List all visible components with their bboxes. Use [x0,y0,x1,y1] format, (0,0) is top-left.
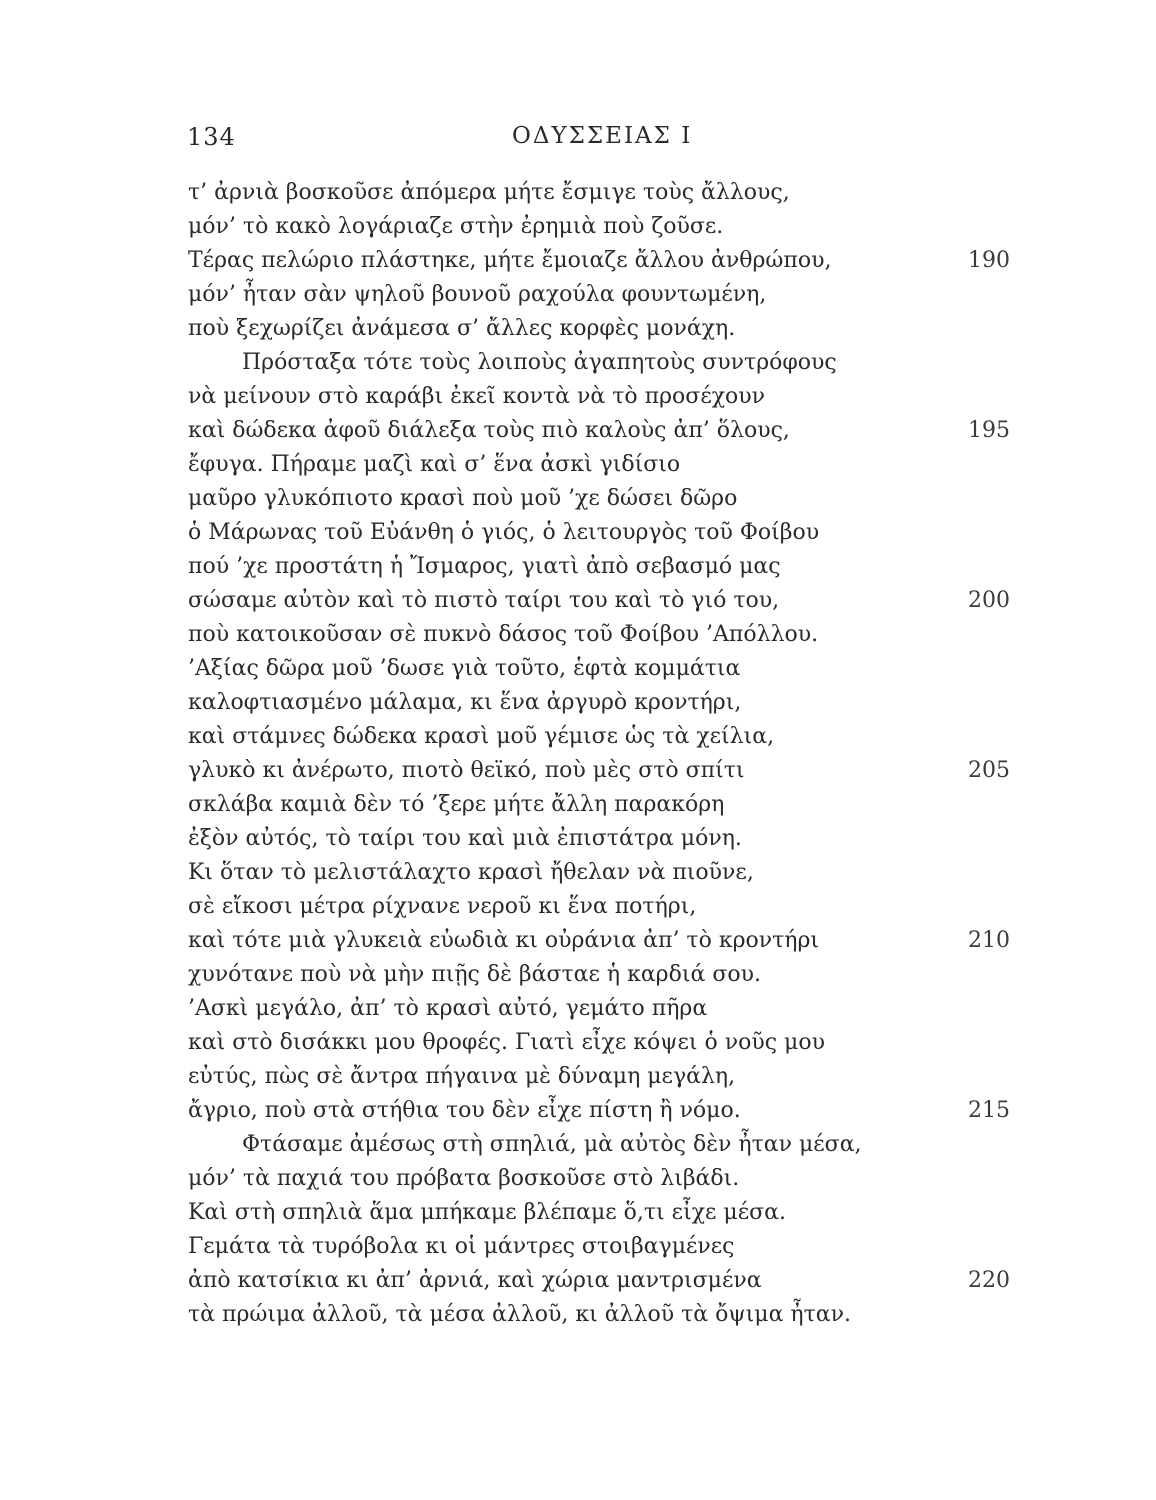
verse-text: ἄγριο, ποὺ στὰ στήθια του δὲν εἶχε πίστη ἢ νόμο. [188,1098,741,1123]
verse-number: 190 [968,248,1010,273]
verse-line [188,312,1018,346]
verse-line [188,652,1018,686]
verse-text: μαῦρο γλυκόπιοτο κρασὶ ποὺ μοῦ ’χε δώσει δῶρο [188,486,738,511]
verse-line [188,1264,1018,1298]
verse-text: τὰ πρώιμα ἀλλοῦ, τὰ μέσα ἀλλοῦ, κι ἀλλοῦ τὰ ὄψιμα ἦταν. [188,1302,851,1327]
verse-text: σκλάβα καμιὰ δὲν τό ’ξερε μήτε ἄλλη παρακόρη [188,792,725,817]
verse-text: γλυκὸ κι ἀνέρωτο, πιοτὸ θεϊκό, ποὺ μὲς στὸ σπίτι [188,758,745,783]
verse-number: 205 [968,758,1010,783]
verse-line [188,788,1018,822]
verse-line [188,618,1018,652]
verse-text: ὁ Μάρωνας τοῦ Εὐάνθη ὁ γιός, ὁ λειτουργὸς τοῦ Φοίβου [188,520,820,545]
verse-text: σὲ εἴκοσι μέτρα ρίχνανε νεροῦ κι ἕνα ποτήρι, [188,894,697,919]
verse-text: ’Ασκὶ μεγάλο, ἀπ’ τὸ κρασὶ αὐτό, γεμάτο πῆρα [188,996,708,1021]
verse-line [188,244,1018,278]
verse-line [188,346,1018,380]
running-title: ΟΔΥΣΣΕΙΑΣ Ι [512,123,693,149]
verse-text: Πρόσταξα τότε τοὺς λοιποὺς ἀγαπητοὺς συντρόφους [242,350,837,375]
verse-text: καὶ τότε μιὰ γλυκειὰ εὐωδιὰ κι οὐράνια ἀπ’ τὸ κροντήρι [188,928,820,953]
verse-line [188,210,1018,244]
verse-text: μόν’ τὰ παχιά του πρόβατα βοσκοῦσε στὸ λιβάδι. [188,1166,740,1191]
verse-line [188,924,1018,958]
verse-text: ἔφυγα. Πήραμε μαζὶ καὶ σ’ ἕνα ἀσκὶ γιδίσιο [188,452,681,477]
verse-text: τ’ ἀρνιὰ βοσκοῦσε ἀπόμερα μήτε ἔσμιγε τοὺς ἄλλους, [188,180,790,205]
page-number: 134 [187,123,236,151]
verse-line [188,516,1018,550]
verse-text: μόν’ τὸ κακὸ λογάριαζε στὴν ἐρημιὰ ποὺ ζοῦσε. [188,214,724,239]
verse-line [188,550,1018,584]
verse-line [188,1128,1018,1162]
verse-text: Κι ὅταν τὸ μελιστάλαχτο κρασὶ ἤθελαν νὰ πιοῦνε, [188,860,754,885]
verse-line [188,1094,1018,1128]
verse-line [188,856,1018,890]
verse-line [188,414,1018,448]
verse-line [188,992,1018,1026]
verse-line [188,278,1018,312]
verse-text: ’Αξίας δῶρα μοῦ ’δωσε γιὰ τοῦτο, ἑφτὰ κομμάτια [188,656,741,681]
verse-line [188,890,1018,924]
verse-text: εὐτύς, πὼς σὲ ἄντρα πήγαινα μὲ δύναμη μεγάλη, [188,1064,736,1089]
verse-line [188,958,1018,992]
verse-number: 200 [968,588,1010,613]
verse-line [188,1196,1018,1230]
verse-line [188,584,1018,618]
verse-text: καὶ στὸ δισάκκι μου θροφές. Γιατὶ εἶχε κόψει ὁ νοῦς μου [188,1030,825,1055]
verse-number: 210 [968,928,1010,953]
verse-number: 195 [968,418,1010,443]
verse-text: Φτάσαμε ἀμέσως στὴ σπηλιά, μὰ αὐτὸς δὲν ἦταν μέσα, [242,1132,862,1157]
verse-line [188,1230,1018,1264]
verse-text: νὰ μείνουν στὸ καράβι ἐκεῖ κοντὰ νὰ τὸ προσέχουν [188,384,766,409]
verse-line [188,1162,1018,1196]
verse-line [188,686,1018,720]
verse-text: Τέρας πελώριο πλάστηκε, μήτε ἔμοιαζε ἄλλου ἀνθρώπου, [188,248,832,273]
verse-line [188,822,1018,856]
verse-text: ἀπὸ κατσίκια κι ἀπ’ ἀρνιά, καὶ χώρια μαντρισμένα [188,1268,762,1293]
verse-line [188,754,1018,788]
verse-text: ποὺ ξεχωρίζει ἀνάμεσα σ’ ἄλλες κορφὲς μονάχη. [188,316,736,341]
verse-text: σώσαμε αὐτὸν καὶ τὸ πιστὸ ταίρι του καὶ τὸ γιό του, [188,588,780,613]
verse-text: ποὺ κατοικοῦσαν σὲ πυκνὸ δάσος τοῦ Φοίβου ’Απόλλου. [188,622,819,647]
verse-text: χυνότανε ποὺ νὰ μὴν πιῇς δὲ βάσταε ἡ καρδιά σου. [188,962,761,987]
verse-line [188,176,1018,210]
verse-text: Γεμάτα τὰ τυρόβολα κι οἱ μάντρες στοιβαγμένες [188,1234,735,1259]
verse-line [188,1060,1018,1094]
verse-line [188,1298,1018,1332]
verse-text: ἐξὸν αὐτός, τὸ ταίρι του καὶ μιὰ ἐπιστάτρα μόνη. [188,826,742,851]
verse-text: Καὶ στὴ σπηλιὰ ἅμα μπήκαμε βλέπαμε ὅ,τι εἶχε μέσα. [188,1200,786,1225]
verse-text: μόν’ ἦταν σὰν ψηλοῦ βουνοῦ ραχούλα φουντωμένη, [188,282,767,307]
verse-block [188,176,1018,1332]
verse-text: πού ’χε προστάτη ἡ Ἴσμαρος, γιατὶ ἀπὸ σεβασμό μας [188,554,781,579]
verse-line [188,720,1018,754]
verse-line [188,448,1018,482]
verse-line [188,1026,1018,1060]
verse-number: 215 [968,1098,1010,1123]
verse-line [188,380,1018,414]
verse-line [188,482,1018,516]
verse-number: 220 [968,1268,1010,1293]
verse-text: καλοφτιασμένο μάλαμα, κι ἕνα ἀργυρὸ κροντήρι, [188,690,742,715]
verse-text: καὶ στάμνες δώδεκα κρασὶ μοῦ γέμισε ὡς τὰ χείλια, [188,724,775,749]
verse-text: καὶ δώδεκα ἀφοῦ διάλεξα τοὺς πιὸ καλοὺς ἀπ’ ὅλους, [188,418,790,443]
